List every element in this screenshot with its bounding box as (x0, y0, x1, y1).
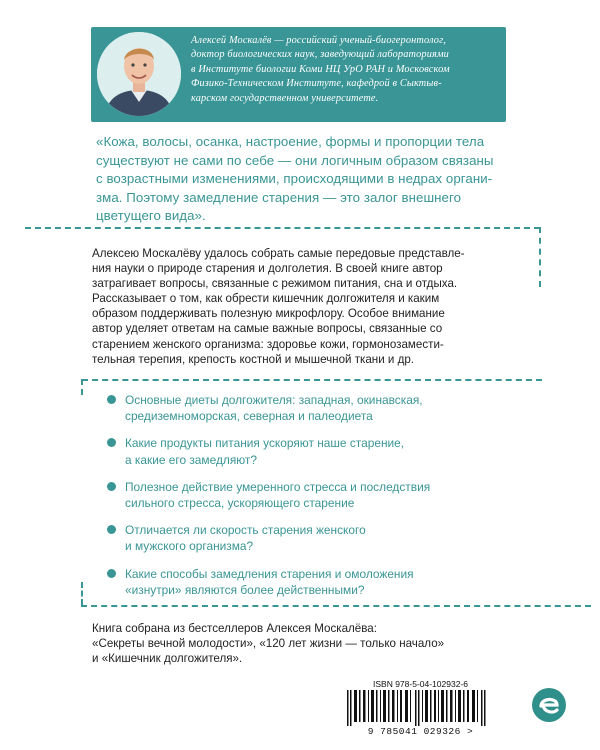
description-line: Алексею Москалёву удалось собрать самые передовые представле- (92, 247, 465, 260)
description-line: затрагивает вопросы, связанные с режимом питания, сна и отдыха. (92, 277, 458, 291)
barcode-digits: 9 785041 029326 > (367, 726, 474, 737)
quote-line: зма. Поэтому замедление старения — это залог внешнего (96, 189, 462, 205)
author-bio-line: Физико-Техническом Институте, кафедрой в Сыктыв- (191, 78, 442, 90)
description-line: образом поддерживать полезную микрофлору. Особое внимание (92, 307, 445, 321)
description-line: тельная терепия, крепость костной и мышечной ткани и др. (92, 352, 415, 366)
dashed-divider (82, 379, 542, 381)
list-item-text: Отличается ли скорость старения женского (125, 523, 366, 538)
dashed-divider (81, 605, 591, 607)
quote-line: существуют не сами по себе — они логичным образом связаны (96, 152, 494, 168)
description-line: старением женского организма: здоровье кожи, гормонозамести- (92, 337, 444, 351)
bullet-dot-icon (107, 525, 116, 534)
list-item-text: Основные диеты долгожителя: западная, окинавская, (125, 393, 423, 407)
topics-list (105, 392, 525, 598)
publisher-logo-icon (531, 687, 567, 723)
pull-quote (96, 133, 536, 226)
closing-paragraph (92, 621, 532, 667)
dashed-divider (25, 227, 540, 229)
bullet-dot-icon (107, 569, 116, 578)
author-bio-line: доктор биологических наук, заведующий лабораториями (191, 49, 449, 61)
dashed-divider (81, 582, 83, 605)
isbn-label: ISBN 978-5-04-102932-6 (373, 679, 468, 689)
author-bio-line: карском государственном университете. (191, 92, 379, 104)
bullet-dot-icon (107, 438, 116, 447)
description-paragraph (92, 246, 532, 367)
author-photo (97, 32, 181, 116)
dashed-divider (81, 379, 83, 395)
author-bio (191, 34, 499, 106)
list-item-text: Какие продукты питания ускоряют наше старение, (125, 436, 405, 451)
quote-line: «Кожа, волосы, осанка, настроение, формы и пропорции тела (96, 134, 485, 149)
author-bio-line: в Институте биологии Коми НЦ УрО РАН и Московском (191, 63, 450, 75)
dashed-divider (539, 227, 541, 287)
author-panel (91, 27, 506, 122)
quote-line: цветущего вида». (96, 208, 206, 224)
description-line: автор уделяет ответам на самые важные вопросы, связанные со (92, 322, 443, 336)
description-line: ния науки о природе старения и долголетия. В своей книге автор (92, 262, 443, 276)
list-item (105, 435, 525, 467)
description-line: Рассказывает о том, как обрести кишечник долгожителя и каким (92, 292, 440, 306)
list-item-text: средиземноморская, северная и палеодиета (125, 409, 373, 424)
list-item-text: Полезное действие умеренного стресса и последствия (125, 479, 431, 494)
list-item (105, 479, 525, 511)
list-item (105, 566, 525, 598)
list-item-text: и мужского организма? (125, 539, 254, 554)
barcode-bars (345, 690, 496, 726)
list-item-text: Какие способы замедления старения и омоложения (125, 566, 414, 581)
closing-line: Книга собрана из бестселлеров Алексея Москалёва: (92, 622, 377, 635)
list-item-text: сильного стресса, ускоряющего старение (125, 496, 355, 511)
barcode (343, 679, 498, 737)
quote-line: с возрастными изменениями, происходящими в недрах органи- (96, 171, 493, 187)
list-item (105, 392, 525, 424)
closing-line: «Секреты вечной молодости», «120 лет жизни — только начало» (92, 637, 445, 651)
closing-line: и «Кишечник долгожителя». (92, 652, 243, 666)
list-item-text: а какие его замедляют? (125, 452, 257, 467)
author-bio-line: Алексей Москалёв — российский ученый-биогеронтолог, (191, 35, 446, 46)
bullet-dot-icon (107, 482, 116, 491)
list-item (105, 522, 525, 554)
list-item-text: «изнутри» являются более действенными? (125, 582, 365, 597)
bullet-dot-icon (107, 395, 116, 404)
